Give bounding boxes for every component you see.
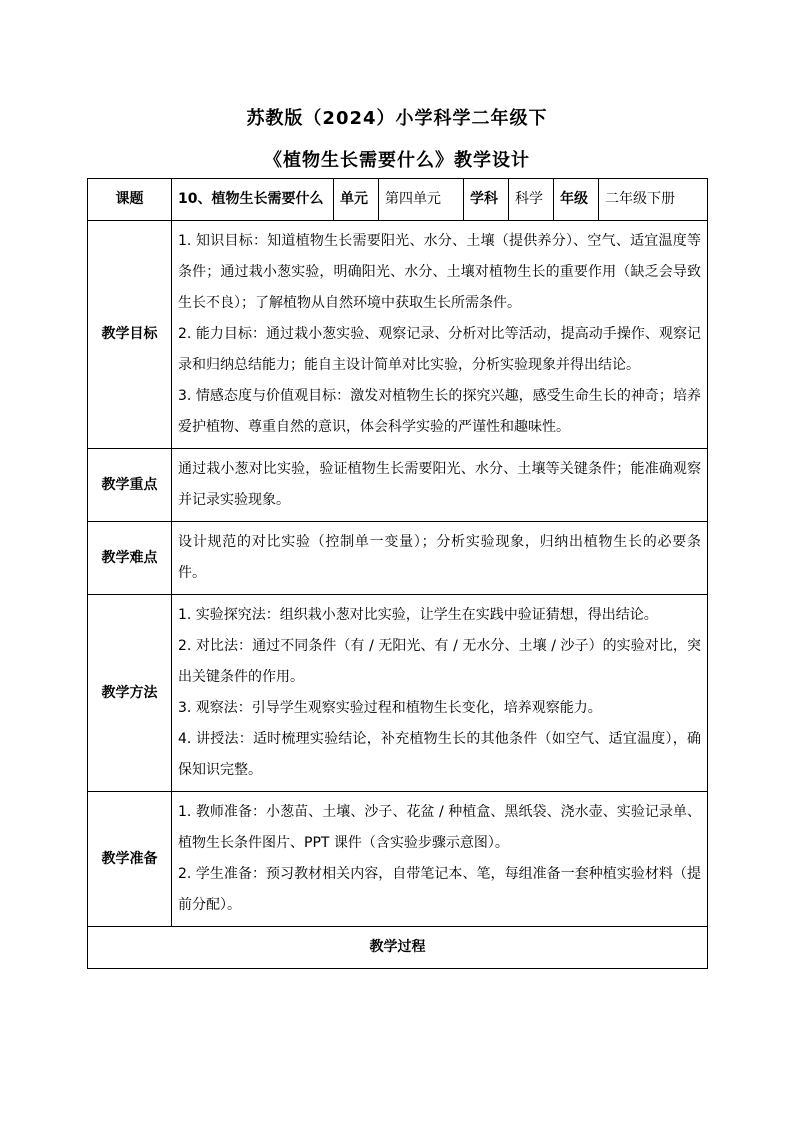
prep-label: 教学准备 bbox=[88, 792, 172, 927]
method-item: 1. 实验探究法：组织栽小葱对比实验，让学生在实践中验证猜想，得出结论。 bbox=[178, 607, 658, 623]
prep-student: 2. 学生准备：预习教材相关内容，自带笔记本、笔，每组准备一套种植实验材料（提前分配）。 bbox=[178, 866, 701, 913]
document-subtitle: 《植物生长需要什么》教学设计 bbox=[264, 150, 530, 171]
goals-ability: 2. 能力目标：通过栽小葱实验、观察记录、分析对比等活动，提高动手操作、观察记录和归纳总结能力；能自主设计简单对比实验，分析实验现象并得出结论。 bbox=[178, 326, 701, 373]
method-item: 2. 对比法：通过不同条件（有 / 无阳光、有 / 无水分、土壤 / 沙子）的实验对比，突出关键条件的作用。 bbox=[178, 638, 701, 685]
difficulty-row bbox=[88, 522, 708, 595]
key-label: 教学重点 bbox=[88, 449, 172, 522]
methods-content bbox=[172, 595, 708, 792]
subject-label: 学科 bbox=[464, 179, 509, 221]
key-text: 通过栽小葱对比实验，验证植物生长需要阳光、水分、土壤等关键条件；能准确观察并记录实验现象。 bbox=[178, 461, 701, 508]
process-row bbox=[88, 927, 708, 969]
difficulty-text: 设计规范的对比实验（控制单一变量）；分析实验现象，归纳出植物生长的必要条件。 bbox=[178, 534, 701, 581]
methods-row bbox=[88, 595, 708, 792]
method-item: 4. 讲授法：适时梳理实验结论，补充植物生长的其他条件（如空气、适宜温度），确保知识完整。 bbox=[178, 731, 701, 778]
unit-label: 单元 bbox=[334, 179, 379, 221]
methods-label: 教学方法 bbox=[88, 595, 172, 792]
key-row bbox=[88, 449, 708, 522]
goals-row bbox=[88, 221, 708, 449]
grade-value: 二年级下册 bbox=[599, 179, 708, 221]
prep-teacher: 1. 教师准备：小葱苗、土壤、沙子、花盆 / 种植盒、黑纸袋、浇水壶、实验记录单、植物生长条件图片、PPT 课件（含实验步骤示意图）。 bbox=[178, 804, 701, 851]
lesson-plan-table bbox=[87, 178, 708, 969]
goals-knowledge: 1. 知识目标：知道植物生长需要阳光、水分、土壤（提供养分）、空气、适宜温度等条件；通过栽小葱实验，明确阳光、水分、土壤对植物生长的重要作用（缺乏会导致生长不良）；了解植物从自然环境中获取生长所需条件。 bbox=[178, 233, 701, 311]
difficulty-content bbox=[172, 522, 708, 595]
topic-value: 10、植物生长需要什么 bbox=[172, 179, 334, 221]
process-heading: 教学过程 bbox=[88, 927, 708, 969]
difficulty-label: 教学难点 bbox=[88, 522, 172, 595]
document-title: 苏教版（2024）小学科学二年级下 bbox=[246, 108, 548, 129]
key-content bbox=[172, 449, 708, 522]
goals-label: 教学目标 bbox=[88, 221, 172, 449]
goals-attitude: 3. 情感态度与价值观目标：激发对植物生长的探究兴趣，感受生命生长的神奇；培养爱护植物、尊重自然的意识，体会科学实验的严谨性和趣味性。 bbox=[178, 388, 701, 435]
unit-value: 第四单元 bbox=[379, 179, 464, 221]
topic-label: 课题 bbox=[88, 179, 172, 221]
goals-content bbox=[172, 221, 708, 449]
prep-content bbox=[172, 792, 708, 927]
prep-row bbox=[88, 792, 708, 927]
grade-label: 年级 bbox=[554, 179, 599, 221]
header-row bbox=[88, 179, 708, 221]
method-item: 3. 观察法：引导学生观察实验过程和植物生长变化，培养观察能力。 bbox=[178, 700, 602, 716]
subject-value: 科学 bbox=[509, 179, 554, 221]
